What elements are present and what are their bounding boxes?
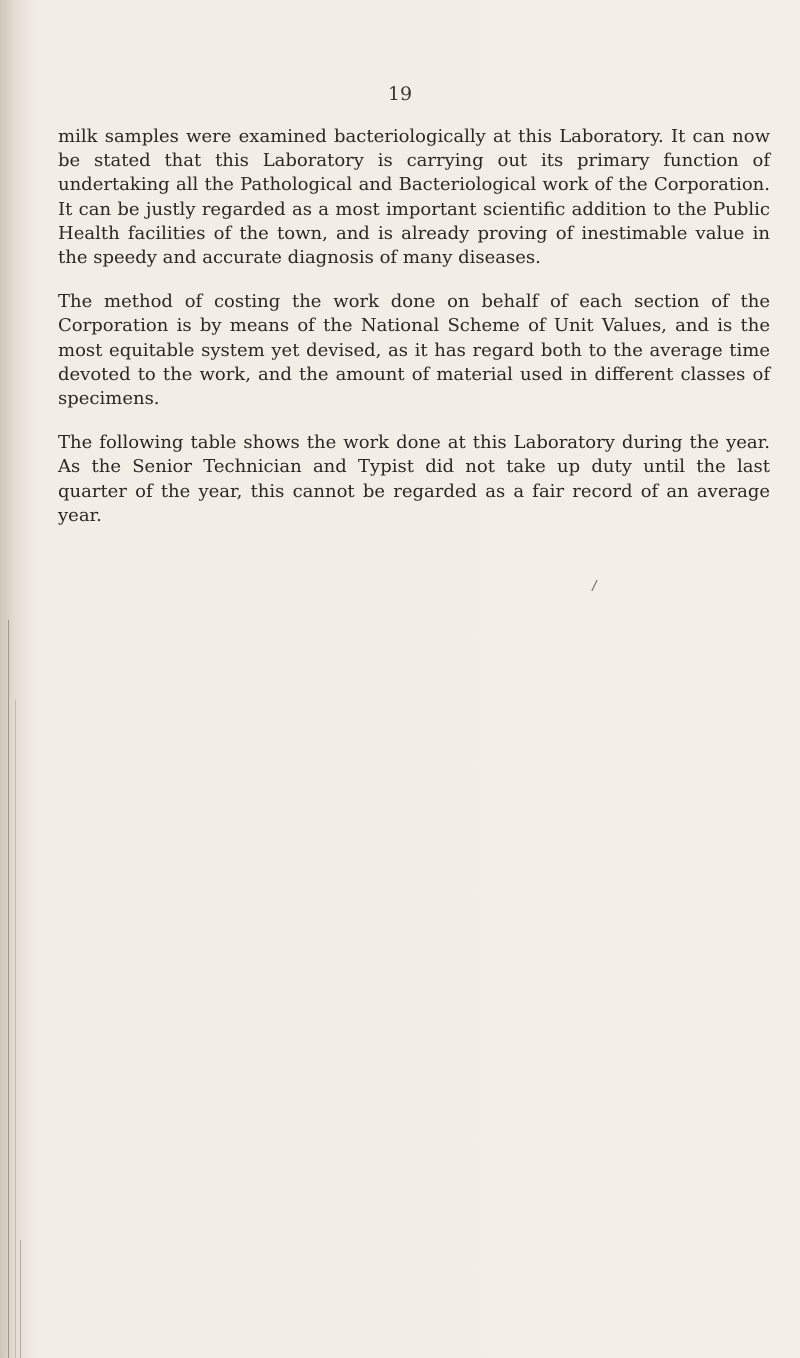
stray-pencil-mark: / [590, 577, 598, 595]
page-binding-edge [0, 0, 36, 1358]
binding-line [15, 700, 16, 1358]
binding-shadow [0, 0, 36, 1358]
paragraph-costing-method: The method of costing the work done on behalf of each section of the Corporation is by means of the National Scheme of Unit Values, and is the most equitable system yet devised, as it has regard both to the average time devoted to the work, and the amount of material used in different classes of specimens. [58, 291, 770, 410]
page-number: 19 [387, 83, 413, 105]
binding-line [8, 620, 9, 1358]
binding-line [20, 1240, 21, 1358]
body-text [58, 125, 770, 528]
paragraph-following-table: The following table shows the work done at this Laboratory during the year. As the Senior Technician and Typist did not take up duty until the last quarter of the year, this cannot be regarded as a fair record of an average year. [58, 432, 770, 526]
paragraph-laboratory-work: milk samples were examined bacteriologically at this Laboratory. It can now be stated that this Laboratory is carrying out its primary function of undertaking all the Pathological and Bacteriological work of the Corporation. It can be justly regarded as a most important scientific addition to the Public Health facilities of the town, and is already proving of inestimable value in the speedy and accurate diagnosis of many diseases. [58, 126, 770, 269]
